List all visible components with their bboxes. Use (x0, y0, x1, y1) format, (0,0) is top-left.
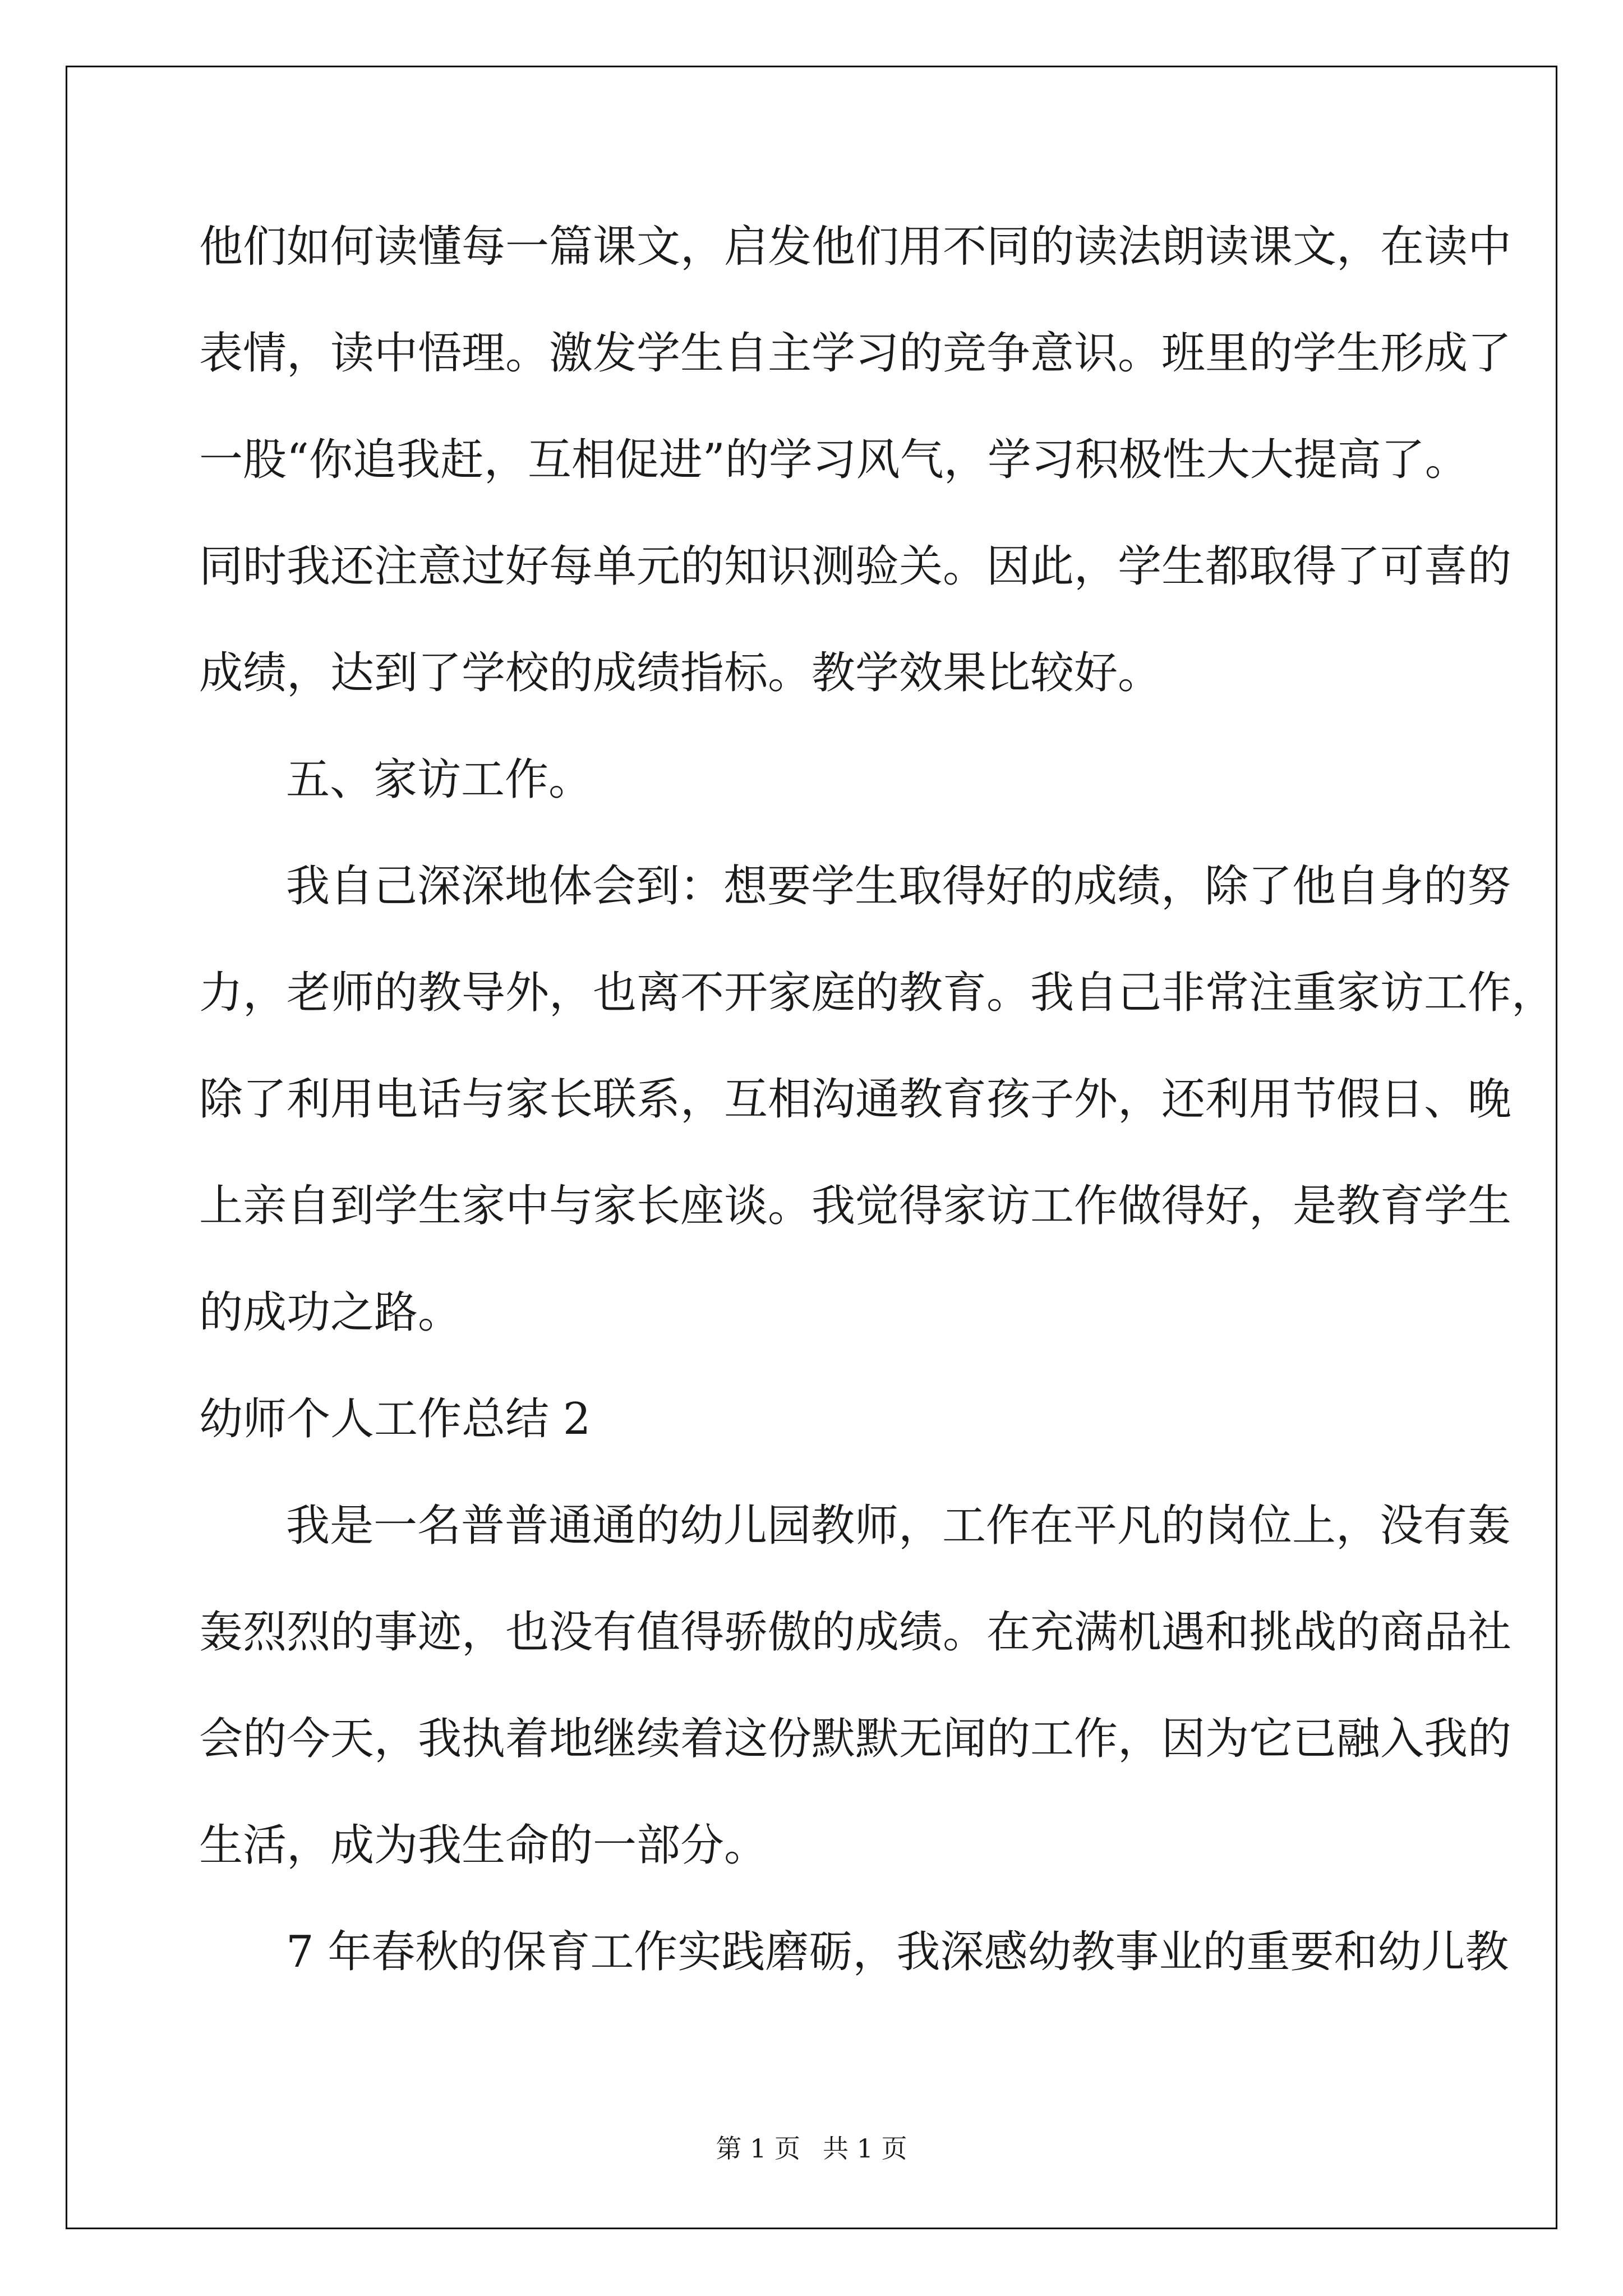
article-title: 幼师个人工作总结 2 (199, 1394, 591, 1444)
text-line: 轰烈烈的事迹，也没有值得骄傲的成绩。在充满机遇和挑战的商品社 (199, 1607, 1512, 1658)
text-line: 力，老师的教导外，也离不开家庭的教育。我自己非常注重家访工作， (199, 968, 1556, 1018)
page-number: 第 1 页 (716, 2133, 800, 2164)
text-line: 表情，读中悟理。激发学生自主学习的竞争意识。班里的学生形成了 (199, 328, 1512, 379)
text-line: 他们如何读懂每一篇课文，启发他们用不同的读法朗读课文，在读中 (199, 222, 1512, 272)
text-line: 上亲自到学生家中与家长座谈。我觉得家访工作做得好，是教育学生 (199, 1181, 1512, 1231)
text-line: 我自己深深地体会到：想要学生取得好的成绩，除了他自身的努 (286, 861, 1511, 912)
text-line: 的成功之路。 (199, 1287, 462, 1338)
text-line: 除了利用电话与家长联系，互相沟通教育孩子外，还利用节假日、晚 (199, 1074, 1512, 1125)
text-line: 会的今天，我执着地继续着这份默默无闻的工作，因为它已融入我的 (199, 1714, 1512, 1764)
text-line: 7 年春秋的保育工作实践磨砺，我深感幼教事业的重要和幼儿教 (286, 1927, 1509, 1977)
section-heading: 五、家访工作。 (286, 754, 593, 805)
document-body (199, 213, 1556, 2025)
text-line: 一股“你追我赶，互相促进”的学习风气，学习积极性大大提高了。 (199, 435, 1469, 485)
page-total: 共 1 页 (823, 2133, 907, 2164)
text-line: 成绩，达到了学校的成绩指标。教学效果比较好。 (199, 648, 1162, 698)
text-line: 生活，成为我生命的一部分。 (199, 1820, 768, 1871)
page-footer (0, 2132, 1623, 2165)
text-line: 我是一名普普通通的幼儿园教师，工作在平凡的岗位上，没有轰 (286, 1501, 1511, 1551)
text-line: 同时我还注意过好每单元的知识测验关。因此，学生都取得了可喜的 (199, 541, 1512, 592)
